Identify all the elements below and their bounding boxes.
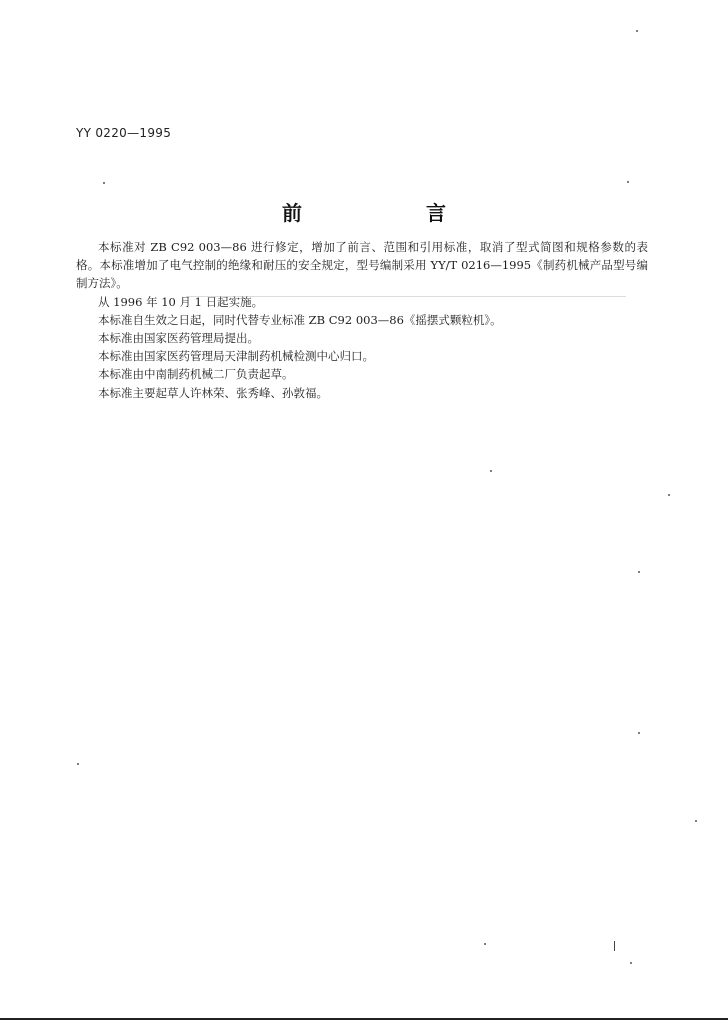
- standard-number: YY 0220—1995: [76, 126, 172, 140]
- paragraph-revision-note: 本标准对 ZB C92 003—86 进行修定，增加了前言、范围和引用标准，取消了型式简图和规格参数的表格。本标准增加了电气控制的绝缘和耐压的安全规定，型号编制采用 YY/T 0216—1995《制药机械产品型号编制方法》。: [76, 240, 648, 291]
- scan-artifact-dot: [103, 182, 105, 184]
- scan-artifact-line: [186, 296, 626, 297]
- scan-artifact-dot: [627, 181, 629, 183]
- scan-artifact-dot: [695, 820, 697, 822]
- page-marker: [614, 941, 615, 951]
- paragraph-drafters: 本标准主要起草人许林荣、张秀峰、孙敦福。: [98, 385, 328, 400]
- scan-artifact-dot: [636, 30, 638, 32]
- scan-artifact-dot: [77, 763, 79, 765]
- section-title: 前 言: [282, 201, 498, 225]
- scan-artifact-dot: [668, 494, 670, 496]
- paragraph-drafted-by: 本标准由中南制药机械二厂负责起草。: [98, 367, 294, 382]
- scan-artifact-dot: [638, 732, 640, 734]
- scan-artifact-dot: [638, 571, 640, 573]
- foreword-body: [76, 238, 648, 402]
- paragraph-replaces: 本标准自生效之日起，同时代替专业标准 ZB C92 003—86《摇摆式颗粒机》。: [98, 312, 502, 327]
- paragraph-effective-date: 从 1996 年 10 月 1 日起实施。: [98, 294, 264, 309]
- scan-artifact-dot: [490, 470, 492, 472]
- scan-artifact-dot: [630, 962, 632, 964]
- bottom-border-line: [0, 1018, 728, 1020]
- scan-artifact-dot: [484, 943, 486, 945]
- paragraph-managed-by: 本标准由国家医药管理局天津制药机械检测中心归口。: [98, 349, 374, 364]
- paragraph-proposed-by: 本标准由国家医药管理局提出。: [98, 331, 259, 346]
